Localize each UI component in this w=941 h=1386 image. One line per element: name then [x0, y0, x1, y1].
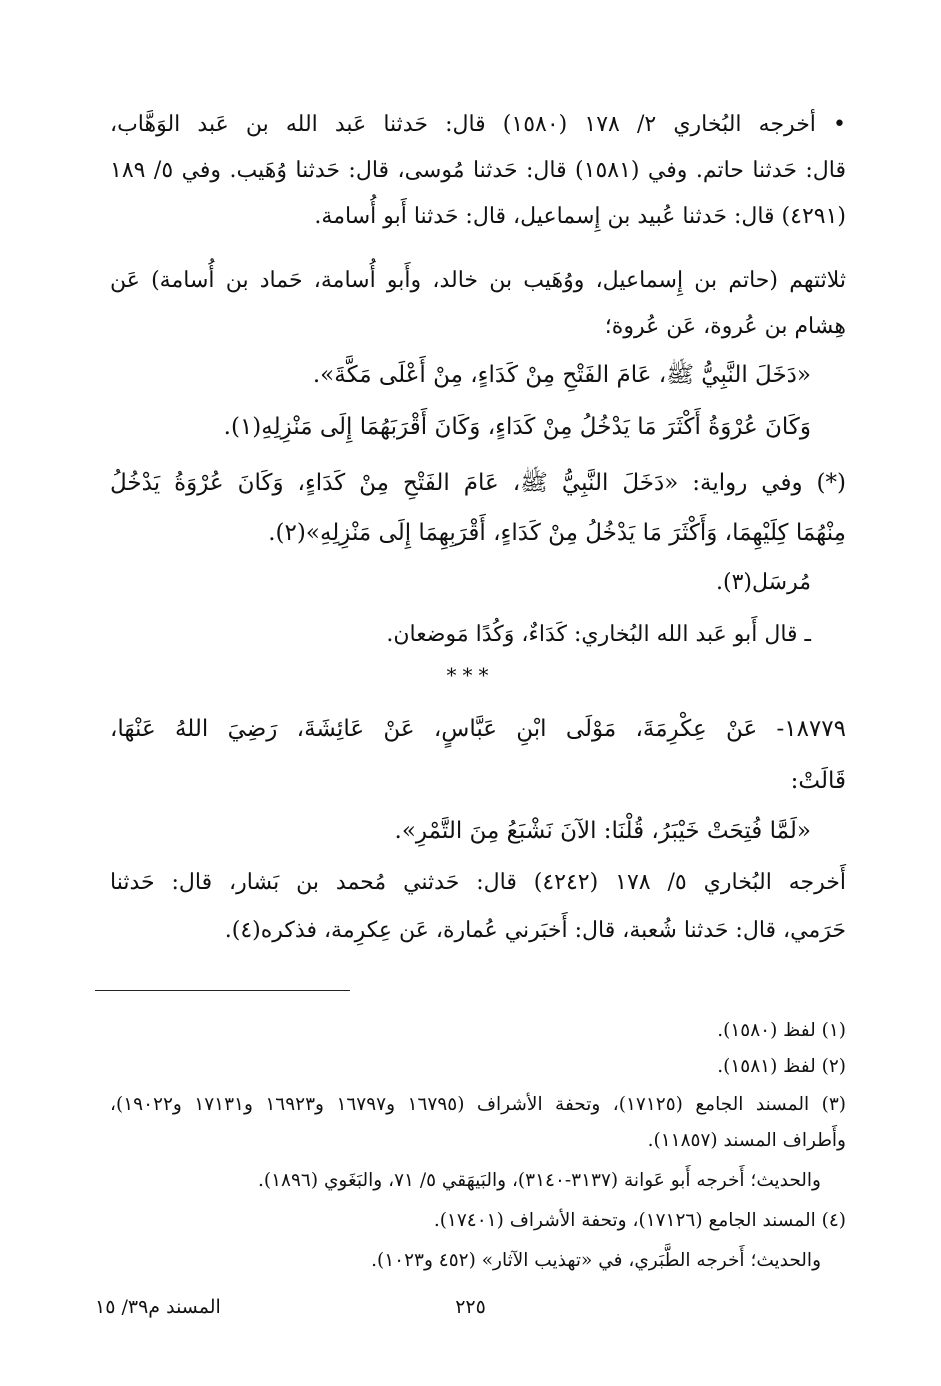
hadith-text: «لَمَّا فُتِحَتْ خَيْبَرُ، قُلْنَا: الآنَ نَشْبَعُ مِنَ التَّمْرِ».	[394, 818, 811, 844]
footnote-item: (٣) المسند الجامع (١٧١٢٥)، وتحفة الأشراف (١٦٧٩٥ و١٦٧٩٧ و١٦٩٢٣ و١٧١٣١ و١٩٠٢٢)،	[110, 1094, 846, 1115]
footnote-item: والحديث؛ أَخرجه الطَّبَري، في «تهذيب الآثار» (٤٥٢ و١٠٢٣).	[371, 1250, 821, 1271]
volume-signature: المسند م٣٩/ ١٥	[95, 1296, 221, 1318]
section-separator: ***	[446, 663, 495, 687]
footnote-divider	[95, 990, 350, 991]
grading-text: مُرسَل(٣).	[715, 570, 811, 595]
page-number: ٢٢٥	[455, 1296, 486, 1318]
footnote-item: (٤) المسند الجامع (١٧١٢٦)، وتحفة الأشراف (١٧٤٠١).	[433, 1210, 846, 1231]
footnote-item: والحديث؛ أَخرجه أَبو عَوانة (٣١٣٧-٣١٤٠)، والبَيهَقي ٥/ ٧١، والبَغَوي (١٨٩٦).	[257, 1170, 821, 1191]
text-line: • أخرجه البُخاري ٢/ ١٧٨ (١٥٨٠) قال: حَدثنا عَبد الله بن عَبد الوَهَّاب،	[110, 112, 847, 137]
footnote-item: وأَطراف المسند (١١٨٥٧).	[647, 1130, 846, 1151]
text-line: (٤٢٩١) قال: حَدثنا عُبيد بن إِسماعيل، قال: حَدثنا أَبو أُسامة.	[314, 204, 846, 229]
hadith-heading: ١٨٧٧٩- عَنْ عِكْرِمَةَ، مَوْلَى ابْنِ عَبَّاسٍ، عَنْ عَائِشَةَ، رَضِيَ اللهُ عَنْهَا،	[110, 716, 846, 742]
text-line: هِشام بن عُروة، عَن عُروة؛	[604, 314, 846, 339]
hadith-text: قَالَتْ:	[790, 768, 846, 794]
text-line: حَرَمي، قال: حَدثنا شُعبة، قال: أَخبَرني عُمارة، عَن عِكرِمة، فذكره(٤).	[224, 918, 846, 943]
page-footer	[0, 1296, 941, 1330]
text-line: قال: حَدثنا حاتم. وفي (١٥٨١) قال: حَدثنا مُوسى، قال: حَدثنا وُهَيب. وفي ٥/ ١٨٩	[110, 158, 847, 183]
text-line: ـ قال أَبو عَبد الله البُخاري: كَدَاءٌ، وَكُدًا مَوضعان.	[386, 622, 811, 647]
hadith-text: وَكَانَ عُرْوَةُ أَكْثَرَ مَا يَدْخُلُ مِنْ كَدَاءٍ، وَكَانَ أَقْرَبَهُمَا إِلَى مَنْزِلِهِ(١).	[223, 414, 811, 440]
hadith-text: «دَخَلَ النَّبِيُّ ﷺ، عَامَ الفَتْحِ مِنْ كَدَاءٍ، مِنْ أَعْلَى مَكَّةَ».	[312, 362, 811, 388]
footnote-item: (١) لفظ (١٥٨٠).	[717, 1020, 846, 1041]
hadith-text: مِنْهُمَا كِلَيْهِمَا، وَأَكْثَرَ مَا يَدْخُلُ مِنْ كَدَاءٍ، أَقْرَبِهِمَا إِلَى مَنْزِلِهِ»(٢).	[268, 520, 846, 546]
footnote-item: (٢) لفظ (١٥٨١).	[717, 1056, 846, 1077]
text-line: ثلاثتهم (حاتم بن إِسماعيل، ووُهَيب بن خالد، وأَبو أُسامة، حَماد بن أُسامة) عَن	[110, 268, 846, 293]
text-line: أَخرجه البُخاري ٥/ ١٧٨ (٤٢٤٢) قال: حَدثني مُحمد بن بَشار، قال: حَدثنا	[110, 870, 847, 895]
hadith-text: (*) وفي رواية: «دَخَلَ النَّبِيُّ ﷺ، عَامَ الفَتْحِ مِنْ كَدَاءٍ، وَكَانَ عُرْوَةُ يَدْخُلُ	[110, 470, 846, 496]
